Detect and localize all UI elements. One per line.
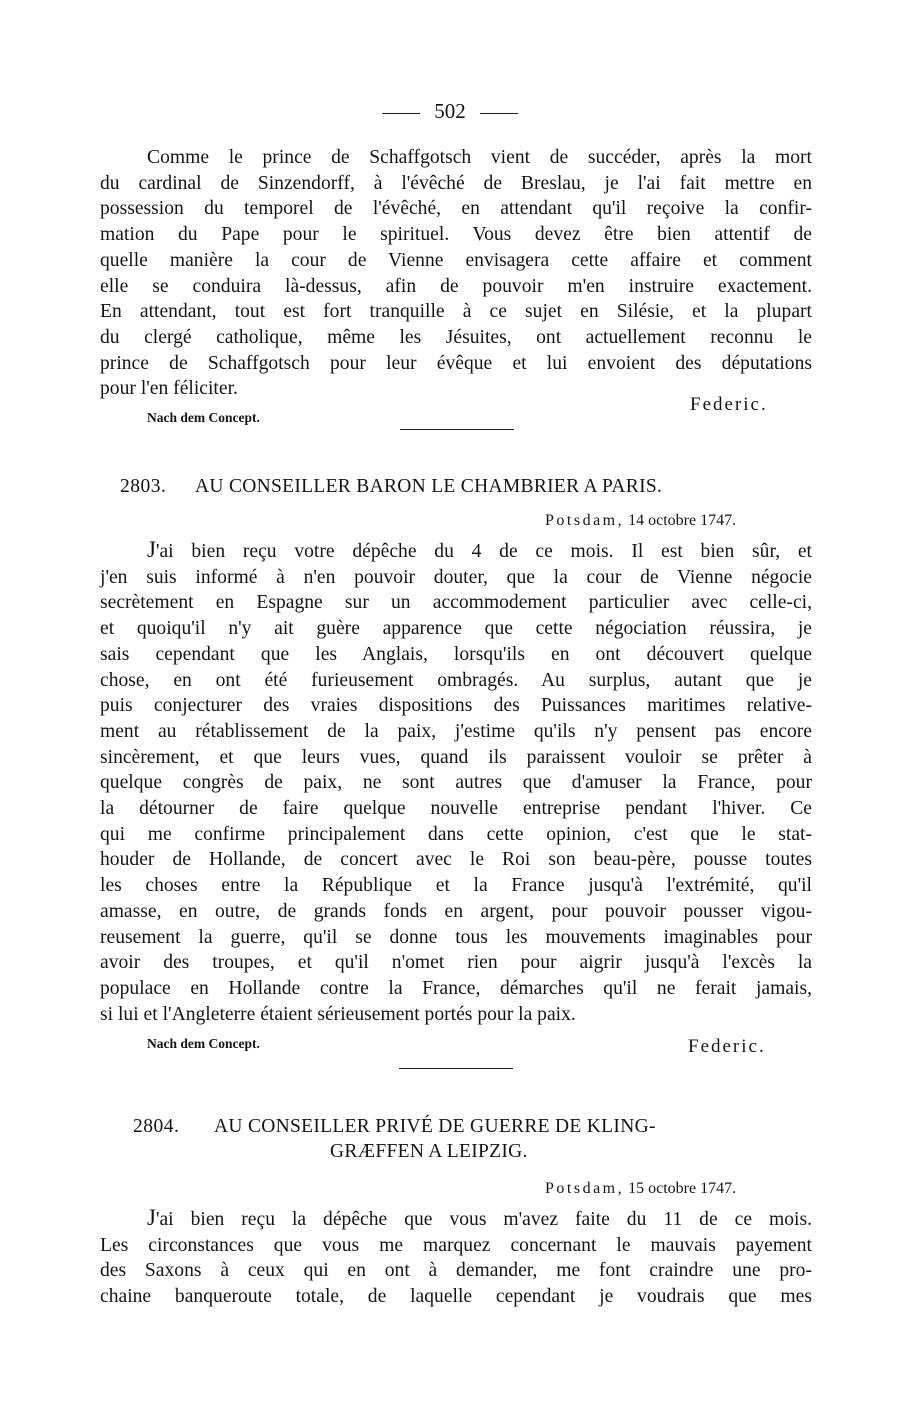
- text-line: la détourner de faire quelque nouvelle entreprise pendant l'hiver. Ce: [100, 798, 812, 820]
- dateline-place: Potsdam,: [545, 512, 625, 529]
- letter-number: 2803.: [120, 476, 167, 497]
- page-header: [0, 98, 900, 124]
- text-line: et quoiqu'il n'y ait guère apparence que cette négociation réussira, je: [100, 618, 812, 640]
- letter-title: AU CONSEILLER BARON LE CHAMBRIER A PARIS.: [195, 476, 663, 497]
- letter-2803-paragraph: [100, 537, 812, 1027]
- text-line: quelque congrès de paix, ne sont autres que d'amuser la France, pour: [100, 772, 812, 794]
- letter-title-line-2: GRÆFFEN A LEIPZIG.: [330, 1141, 528, 1162]
- text-line: En attendant, tout est fort tranquille à ce sujet en Silésie, et la plupart: [100, 301, 812, 323]
- text-line: houder de Hollande, de concert avec le Roi son beau-père, pousse toutes: [100, 849, 812, 871]
- text-line: secrètement en Espagne sur un accommodement particulier avec celle-ci,: [100, 592, 812, 614]
- text-line: Comme le prince de Schaffgotsch vient de succéder, après la mort: [147, 147, 812, 168]
- text-line-content: 'ai bien reçu votre dépêche du 4 de ce mois. Il est bien sûr, et: [155, 541, 812, 562]
- text-line: mation du Pape pour le spirituel. Vous devez être bien attentif de: [100, 224, 812, 246]
- text-line: du cardinal de Sinzendorff, à l'évêché de Breslau, je l'ai fait mettre en: [100, 172, 812, 194]
- drop-cap: J: [147, 1205, 156, 1230]
- text-line: prince de Schaffgotsch pour leur évêque et lui envoient des députations: [100, 352, 812, 374]
- text-line: chaine banqueroute totale, de laquelle cependant je voudrais que mes: [100, 1286, 812, 1308]
- text-line: j'en suis informé à n'en pouvoir douter, que la cour de Vienne négocie: [100, 566, 812, 588]
- drop-cap: J: [147, 537, 156, 562]
- text-line: chose, en ont été furieusement ombragés. Au surplus, autant que je: [100, 669, 812, 691]
- text-line: puis conjecturer des vraies dispositions des Puissances maritimes relative-: [100, 695, 812, 717]
- letter-prev-signature: Federic.: [690, 394, 768, 415]
- text-line: [100, 537, 812, 565]
- text-line: [100, 1205, 812, 1233]
- text-line: Les circonstances que vous me marquez concernant le mauvais payement: [100, 1234, 812, 1256]
- page-number: 502: [434, 99, 466, 123]
- section-rule: [400, 429, 514, 430]
- text-line: pour l'en féliciter.: [100, 378, 238, 400]
- text-line: les choses entre la République et la France jusqu'à l'extrémité, qu'il: [100, 875, 812, 897]
- letter-2803-signature: Federic.: [688, 1036, 766, 1057]
- letter-2804-dateline: [545, 1180, 736, 1198]
- letter-title-line-1: AU CONSEILLER PRIVÉ DE GUERRE DE KLING-: [214, 1116, 656, 1137]
- dateline-place: Potsdam,: [545, 1180, 625, 1197]
- letter-2803-source: Nach dem Concept.: [147, 1036, 260, 1051]
- text-line: si lui et l'Angleterre étaient sérieusement portés pour la paix.: [100, 1003, 576, 1025]
- text-line: populace en Hollande contre la France, démarches qu'il ne ferait jamais,: [100, 977, 812, 999]
- letter-2804-body: [100, 1205, 812, 1310]
- text-line: possession du temporel de l'évêché, en attendant qu'il reçoive la confir-: [100, 198, 812, 220]
- section-rule: [399, 1068, 513, 1069]
- text-line: qui me confirme principalement dans cette opinion, c'est que le stat-: [100, 823, 812, 845]
- dateline-date: 15 octobre 1747.: [628, 1180, 737, 1197]
- text-line: amasse, en outre, de grands fonds en argent, pour pouvoir pousser vigou-: [100, 900, 812, 922]
- letter-2803-body: [100, 537, 812, 1027]
- text-line: du clergé catholique, même les Jésuites, ont actuellement reconnu le: [100, 326, 812, 348]
- letter-prev-paragraph: [100, 145, 812, 402]
- text-line: avoir des troupes, et qu'il n'omet rien pour aigrir jusqu'à l'excès la: [100, 952, 812, 974]
- letter-2803-dateline: [545, 512, 736, 530]
- letter-prev-source: Nach dem Concept.: [147, 410, 260, 425]
- header-dash-left: [382, 113, 420, 114]
- text-line: des Saxons à ceux qui en ont à demander, me font craindre une pro-: [100, 1260, 812, 1282]
- letter-number: 2804.: [133, 1116, 180, 1137]
- header-dash-right: [480, 113, 518, 114]
- text-line: elle se conduira là-dessus, afin de pouvoir m'en instruire exactement.: [100, 275, 812, 297]
- text-line-content: 'ai bien reçu la dépêche que vous m'avez faite du 11 de ce mois.: [155, 1209, 812, 1230]
- letter-prev-body: [100, 145, 812, 402]
- text-line: ment au rétablissement de la paix, j'estime qu'ils n'y pensent pas encore: [100, 720, 812, 742]
- text-line: sais cependant que les Anglais, lorsqu'ils en ont découvert quelque: [100, 643, 812, 665]
- text-line: sincèrement, et que leurs vues, quand ils paraissent vouloir se prêter à: [100, 746, 812, 768]
- letter-2804-paragraph: [100, 1205, 812, 1310]
- text-line: reusement la guerre, qu'il se donne tous les mouvements imaginables pour: [100, 926, 812, 948]
- text-line: quelle manière la cour de Vienne envisagera cette affaire et comment: [100, 249, 812, 271]
- dateline-date: 14 octobre 1747.: [628, 512, 737, 529]
